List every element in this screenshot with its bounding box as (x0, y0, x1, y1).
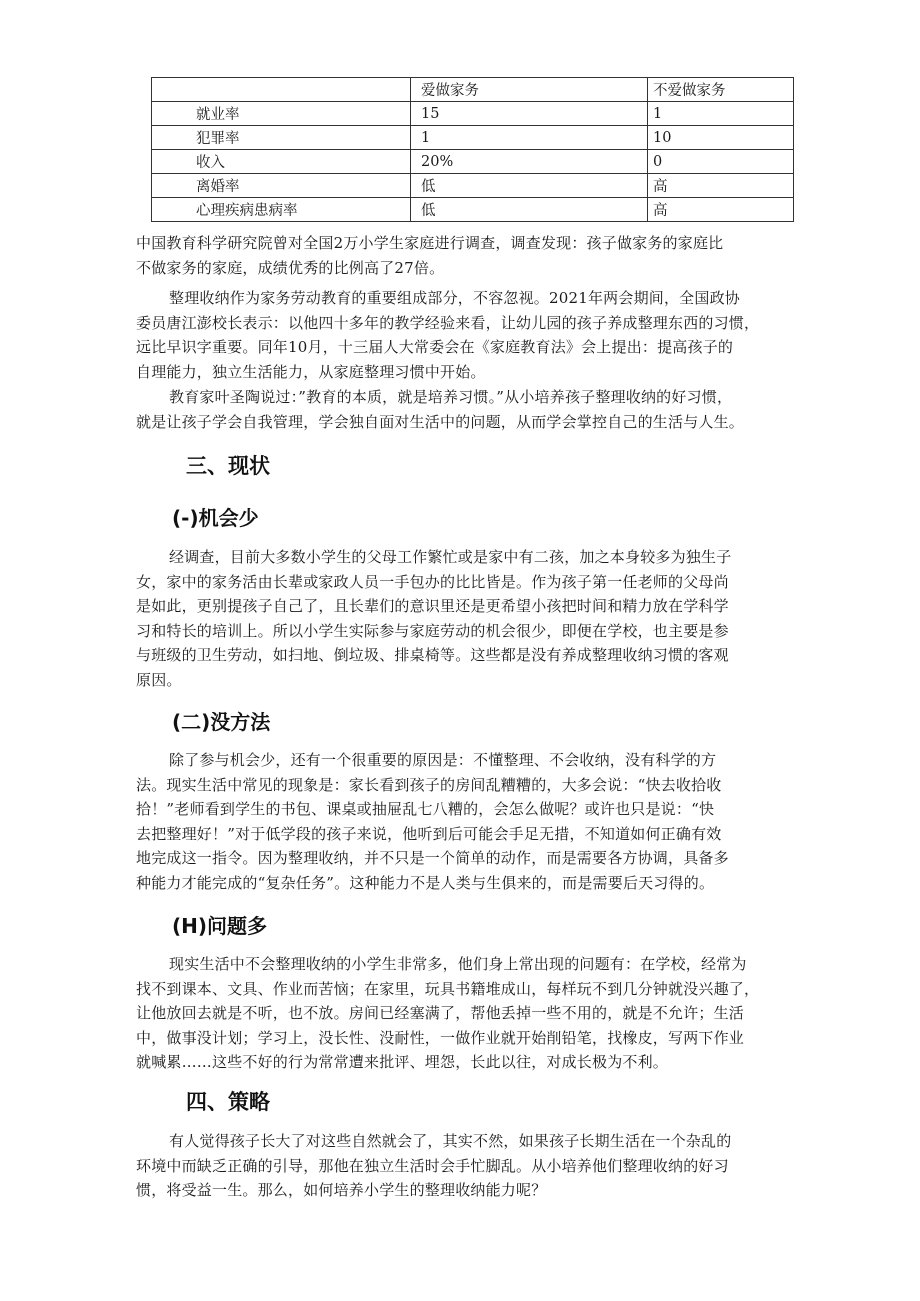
table-cell: 低 (411, 198, 648, 222)
paragraph-quote: 教育家叶圣陶说过：”教育的本质，就是培养习惯。”从小培养孩子整理收纳的好习惯， 就是让孩子学会自我管理，学会独自面对生活中的问题，从而学会掌控自己的生活与人生。 (136, 388, 745, 431)
table-header-cell: 爱做家务 (411, 78, 648, 102)
table-header-cell: 不爱做家务 (648, 78, 794, 102)
table-cell: 低 (411, 174, 648, 198)
table-row (152, 126, 794, 150)
section-heading-status: 三、现状 (186, 454, 270, 478)
table-cell: 15 (411, 102, 648, 126)
paragraph-many-problems: 现实生活中不会整理收纳的小学生非常多，他们身上常出现的问题有：在学校，经常为 找不到课本、文具、作业而苦恼；在家里，玩具书籍堆成山，每样玩不到几分钟就没兴趣了， 让他放回去就是不听，也不放。房间已经塞满了，帮他丢掉一些不用的，就是不允许；生活 中，做事没计划；学习上，没长性、没耐性，一做作业就开始削铅笔，找橡皮，写两下作业 就喊累……这些不好的行为常常遭来批评、埋怨，长此以往，对成长极为不利。 (136, 955, 760, 1071)
comparison-table (151, 77, 794, 222)
table-cell: 高 (648, 174, 794, 198)
table-cell: 10 (648, 126, 794, 150)
table-row (152, 150, 794, 174)
paragraph-strategy: 有人觉得孩子长大了对这些自然就会了，其实不然，如果孩子长期生活在一个杂乱的 环境中而缺乏正确的引导，那他在独立生活时会手忙脚乱。从小培养他们整理收纳的好习 惯，将受益一生。那么，如何培养小学生的整理收纳能力呢？ (136, 1132, 732, 1199)
subsection-heading-few-chances: (-)机会少 (172, 506, 259, 530)
table-cell: 离婚率 (152, 174, 411, 198)
table-cell: 收入 (152, 150, 411, 174)
table-cell: 1 (411, 126, 648, 150)
table-cell: 0 (648, 150, 794, 174)
subsection-heading-no-method: (二)没方法 (172, 710, 271, 734)
table-row (152, 198, 794, 222)
table-row (152, 174, 794, 198)
table-cell: 高 (648, 198, 794, 222)
table-row (152, 102, 794, 126)
table-header-row (152, 78, 794, 102)
paragraph-importance: 整理收纳作为家务劳动教育的重要组成部分，不容忽视。2021年两会期间，全国政协 委员唐江澎校长表示：以他四十多年的教学经验来看，让幼儿园的孩子养成整理东西的习惯， 远比早识字重要。同年10月，十三届人大常委会在《家庭教育法》会上提出：提高孩子的 自理能力，独立生活能力，从家庭整理习惯中开始。 (136, 289, 760, 381)
paragraph-survey: 中国教育科学研究院曾对全国2万小学生家庭进行调查，调查发现：孩子做家务的家庭比 不做家务的家庭，成绩优秀的比例高了27倍。 (136, 234, 724, 277)
table-header-cell (152, 78, 411, 102)
paragraph-few-chances: 经调查，目前大多数小学生的父母工作繁忙或是家中有二孩，加之本身较多为独生子 女，家中的家务活由长辈或家政人员一手包办的比比皆是。作为孩子第一任老师的父母尚 是如此，更别提孩子自己了，且长辈们的意识里还是更希望小孩把时间和精力放在学科学 习和特长的培训上。所以小学生实际参与家庭劳动的机会很少，即便在学校，也主要是参 与班级的卫生劳动，如扫地、倒垃圾、排桌椅等。这些都是没有养成整理收纳习惯的客观 原因。 (136, 548, 732, 689)
paragraph-no-method: 除了参与机会少，还有一个很重要的原因是：不懂整理、不会收纳，没有科学的方 法。现实生活中常见的现象是：家长看到孩子的房间乱糟糟的，大多会说：“快去收拾收 拾！”老师看到学生的书包、课桌或抽屉乱七八糟的，会怎么做呢？或许也只是说：“快 去把整理好！”对于低学段的孩子来说，他听到后可能会手足无措，不知道如何正确有效 地完成这一指令。因为整理收纳，并不只是一个简单的动作，而是需要各方协调，具备多 种能力才能完成的“复杂任务”。这种能力不是人类与生俱来的，而是需要后天习得的。 (136, 751, 729, 892)
table-cell: 就业率 (152, 102, 411, 126)
table-cell: 20% (411, 150, 648, 174)
table-cell: 犯罪率 (152, 126, 411, 150)
table-cell: 心理疾病患病率 (152, 198, 411, 222)
subsection-heading-many-problems: (H)问题多 (172, 914, 268, 938)
table-cell: 1 (648, 102, 794, 126)
section-heading-strategy: 四、策略 (186, 1090, 270, 1114)
